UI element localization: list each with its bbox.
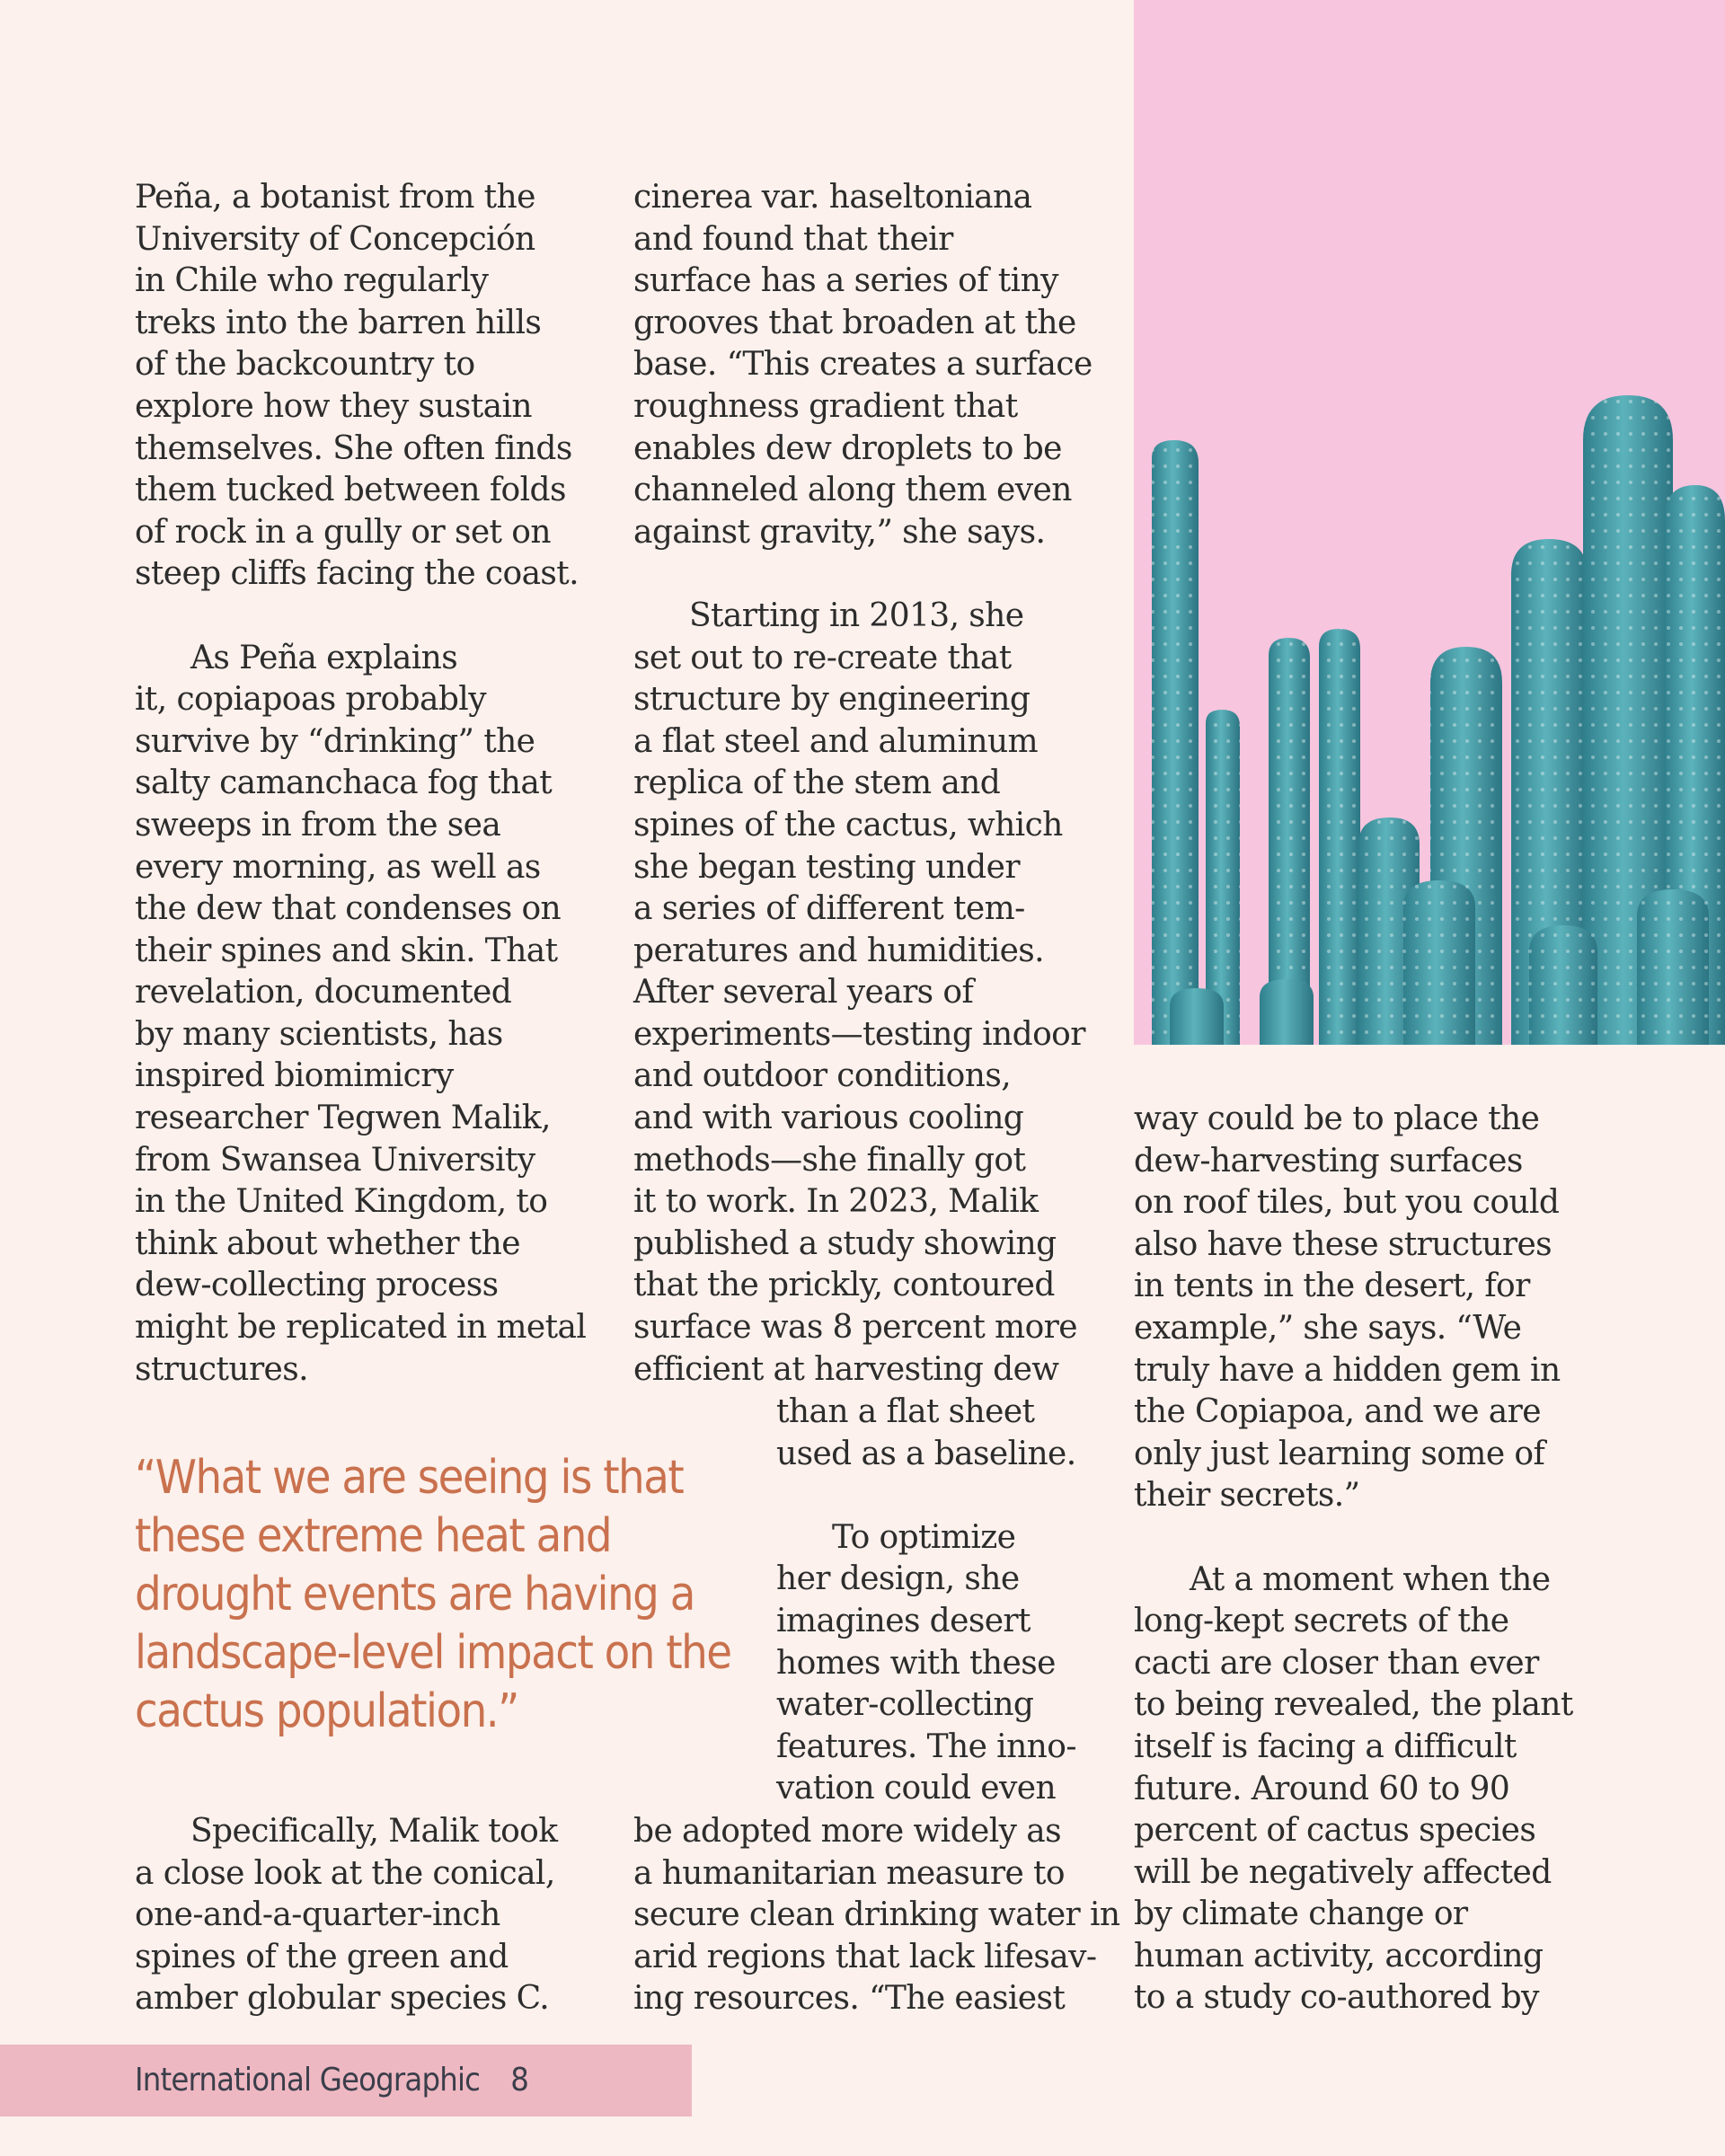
text-line: it to work. In 2023, Malik <box>633 1183 1039 1221</box>
text-line: it, copiapoas probably <box>135 681 486 719</box>
cactus-photo <box>1134 377 1725 1045</box>
quote-line: cactus population.” <box>135 1684 518 1738</box>
quote-line: drought events are having a <box>135 1568 694 1621</box>
text-line: channeled along them even <box>633 472 1072 509</box>
text-line: sweeps in from the sea <box>135 806 501 844</box>
pull-quote <box>135 1449 731 1741</box>
text-line: To optimize <box>832 1518 1016 1556</box>
text-line: future. Around 60 to 90 <box>1134 1770 1510 1807</box>
text-line: and with various cooling <box>633 1100 1024 1137</box>
paragraph <box>776 1517 1076 1810</box>
text-line: researcher Tegwen Malik, <box>135 1100 551 1137</box>
text-line: methods—she finally got <box>633 1141 1026 1179</box>
paragraph <box>633 177 1092 553</box>
text-line: only just learning some of <box>1134 1435 1545 1472</box>
text-line: by climate change or <box>1134 1895 1468 1933</box>
text-line: one-and-a-quarter-inch <box>135 1896 500 1934</box>
column-1-top <box>135 177 586 1391</box>
text-line: also have these structures <box>1134 1225 1552 1263</box>
text-line: that the prickly, contoured <box>633 1267 1055 1304</box>
text-line: itself is facing a difficult <box>1134 1727 1517 1765</box>
text-line: Peña, a botanist from the <box>135 179 535 216</box>
text-line: their secrets.” <box>1134 1477 1360 1515</box>
text-line: on roof tiles, but you could <box>1134 1184 1560 1222</box>
text-line: might be replicated in metal <box>135 1309 587 1347</box>
text-line: a flat steel and aluminum <box>633 722 1039 760</box>
text-line: and found that their <box>633 220 953 258</box>
quote-line: landscape-level impact on the <box>135 1626 731 1680</box>
column-3 <box>1134 1099 1573 2019</box>
paragraph <box>633 1811 1120 2020</box>
text-line: amber globular species C. <box>135 1980 550 2018</box>
text-line: As Peña explains <box>190 639 458 676</box>
paragraph <box>1134 1099 1573 1517</box>
text-line: steep cliffs facing the coast. <box>135 555 579 593</box>
text-line: surface has a series of tiny <box>633 262 1058 300</box>
text-line: treks into the barren hills <box>135 304 542 341</box>
text-line: by many scientists, has <box>135 1015 503 1053</box>
text-line: of rock in a gully or set on <box>135 513 551 551</box>
text-line: in Chile who regularly <box>135 262 489 300</box>
quote-line: “What we are seeing is that <box>135 1451 684 1505</box>
text-line: percent of cactus species <box>1134 1812 1536 1850</box>
text-line: experiments—testing indoor <box>633 1015 1085 1053</box>
paragraph <box>1134 1560 1573 2020</box>
text-line: Specifically, Malik took <box>190 1813 558 1850</box>
column-2-top <box>633 177 1092 1391</box>
text-line: from Swansea University <box>135 1141 535 1179</box>
text-line: At a moment when the <box>1190 1560 1551 1598</box>
text-line: After several years of <box>633 974 974 1012</box>
column-1-bottom <box>135 1811 557 2020</box>
paragraph <box>135 177 586 596</box>
paragraph <box>633 596 1092 1391</box>
text-line: efficient at harvesting dew <box>633 1350 1059 1388</box>
text-line: replica of the stem and <box>633 764 1001 802</box>
text-line: cacti are closer than ever <box>1134 1644 1539 1682</box>
text-line: cinerea var. haseltoniana <box>633 179 1032 216</box>
publication-name: International Geographic <box>135 2062 481 2099</box>
text-line: features. The inno- <box>776 1727 1076 1765</box>
page-number: 8 <box>510 2062 528 2099</box>
text-line: against gravity,” she says. <box>633 513 1046 551</box>
text-line: dew-harvesting surfaces <box>1134 1142 1523 1180</box>
text-line: will be negatively affected <box>1134 1853 1552 1891</box>
paragraph <box>776 1392 1076 1475</box>
paragraph <box>135 638 586 1392</box>
text-line: to being revealed, the plant <box>1134 1686 1573 1724</box>
text-line: base. “This creates a surface <box>633 346 1092 384</box>
text-line: her design, she <box>776 1560 1020 1598</box>
text-line: grooves that broaden at the <box>633 304 1076 341</box>
text-line: University of Concepción <box>135 220 535 258</box>
footer <box>135 2059 528 2102</box>
text-line: of the backcountry to <box>135 346 475 384</box>
text-line: published a study showing <box>633 1224 1057 1262</box>
text-line: themselves. She often finds <box>135 429 572 467</box>
text-line: set out to re-create that <box>633 639 1012 676</box>
text-line: Starting in 2013, she <box>689 596 1024 634</box>
text-line: spines of the cactus, which <box>633 806 1063 844</box>
text-line: every morning, as well as <box>135 848 541 886</box>
text-line: a humanitarian measure to <box>633 1854 1065 1892</box>
text-line: revelation, documented <box>135 974 512 1012</box>
text-line: dew-collecting process <box>135 1267 499 1304</box>
text-line: them tucked between folds <box>135 472 566 509</box>
text-line: example,” she says. “We <box>1134 1309 1522 1347</box>
text-line: she began testing under <box>633 848 1020 886</box>
paragraph <box>135 1811 557 2020</box>
text-line: in the United Kingdom, to <box>135 1183 548 1221</box>
text-line: to a study co-authored by <box>1134 1979 1539 2017</box>
text-line: way could be to place the <box>1134 1100 1540 1137</box>
text-line: ing resources. “The easiest <box>633 1980 1066 2018</box>
text-line: a close look at the conical, <box>135 1854 555 1892</box>
text-line: in tents in the desert, for <box>1134 1268 1530 1305</box>
quote-line: these extreme heat and <box>135 1509 612 1563</box>
text-line: structure by engineering <box>633 681 1031 719</box>
text-line: the dew that condenses on <box>135 890 562 928</box>
text-line: and outdoor conditions, <box>633 1057 1012 1095</box>
text-line: imagines desert <box>776 1602 1031 1639</box>
text-line: truly have a hidden gem in <box>1134 1351 1561 1389</box>
text-line: peratures and humidities. <box>633 932 1045 969</box>
text-line: vation could even <box>776 1770 1057 1807</box>
text-line: roughness gradient that <box>633 387 1018 425</box>
text-line: think about whether the <box>135 1224 520 1262</box>
text-line: water-collecting <box>776 1686 1034 1724</box>
text-line: inspired biomimicry <box>135 1057 454 1095</box>
cactus-stems <box>1152 395 1725 1045</box>
text-line: arid regions that lack lifesav- <box>633 1938 1097 1975</box>
text-line: be adopted more widely as <box>633 1813 1061 1850</box>
text-line: human activity, according <box>1134 1937 1544 1975</box>
text-line: surface was 8 percent more <box>633 1309 1077 1347</box>
text-line: homes with these <box>776 1644 1056 1682</box>
text-line: spines of the green and <box>135 1938 509 1975</box>
text-line: than a flat sheet <box>776 1393 1035 1430</box>
text-line: a series of different tem- <box>633 890 1025 928</box>
text-line: secure clean drinking water in <box>633 1896 1120 1934</box>
text-line: long-kept secrets of the <box>1134 1603 1509 1640</box>
text-line: the Copiapoa, and we are <box>1134 1393 1541 1431</box>
text-line: used as a baseline. <box>776 1435 1076 1472</box>
text-line: their spines and skin. That <box>135 932 558 969</box>
text-line: explore how they sustain <box>135 387 533 425</box>
text-line: salty camanchaca fog that <box>135 764 553 802</box>
text-line: survive by “drinking” the <box>135 722 535 760</box>
text-line: structures. <box>135 1350 308 1388</box>
text-line: enables dew droplets to be <box>633 429 1062 467</box>
column-2-bottom <box>633 1811 1120 2020</box>
column-2-wrap <box>776 1392 1076 1810</box>
